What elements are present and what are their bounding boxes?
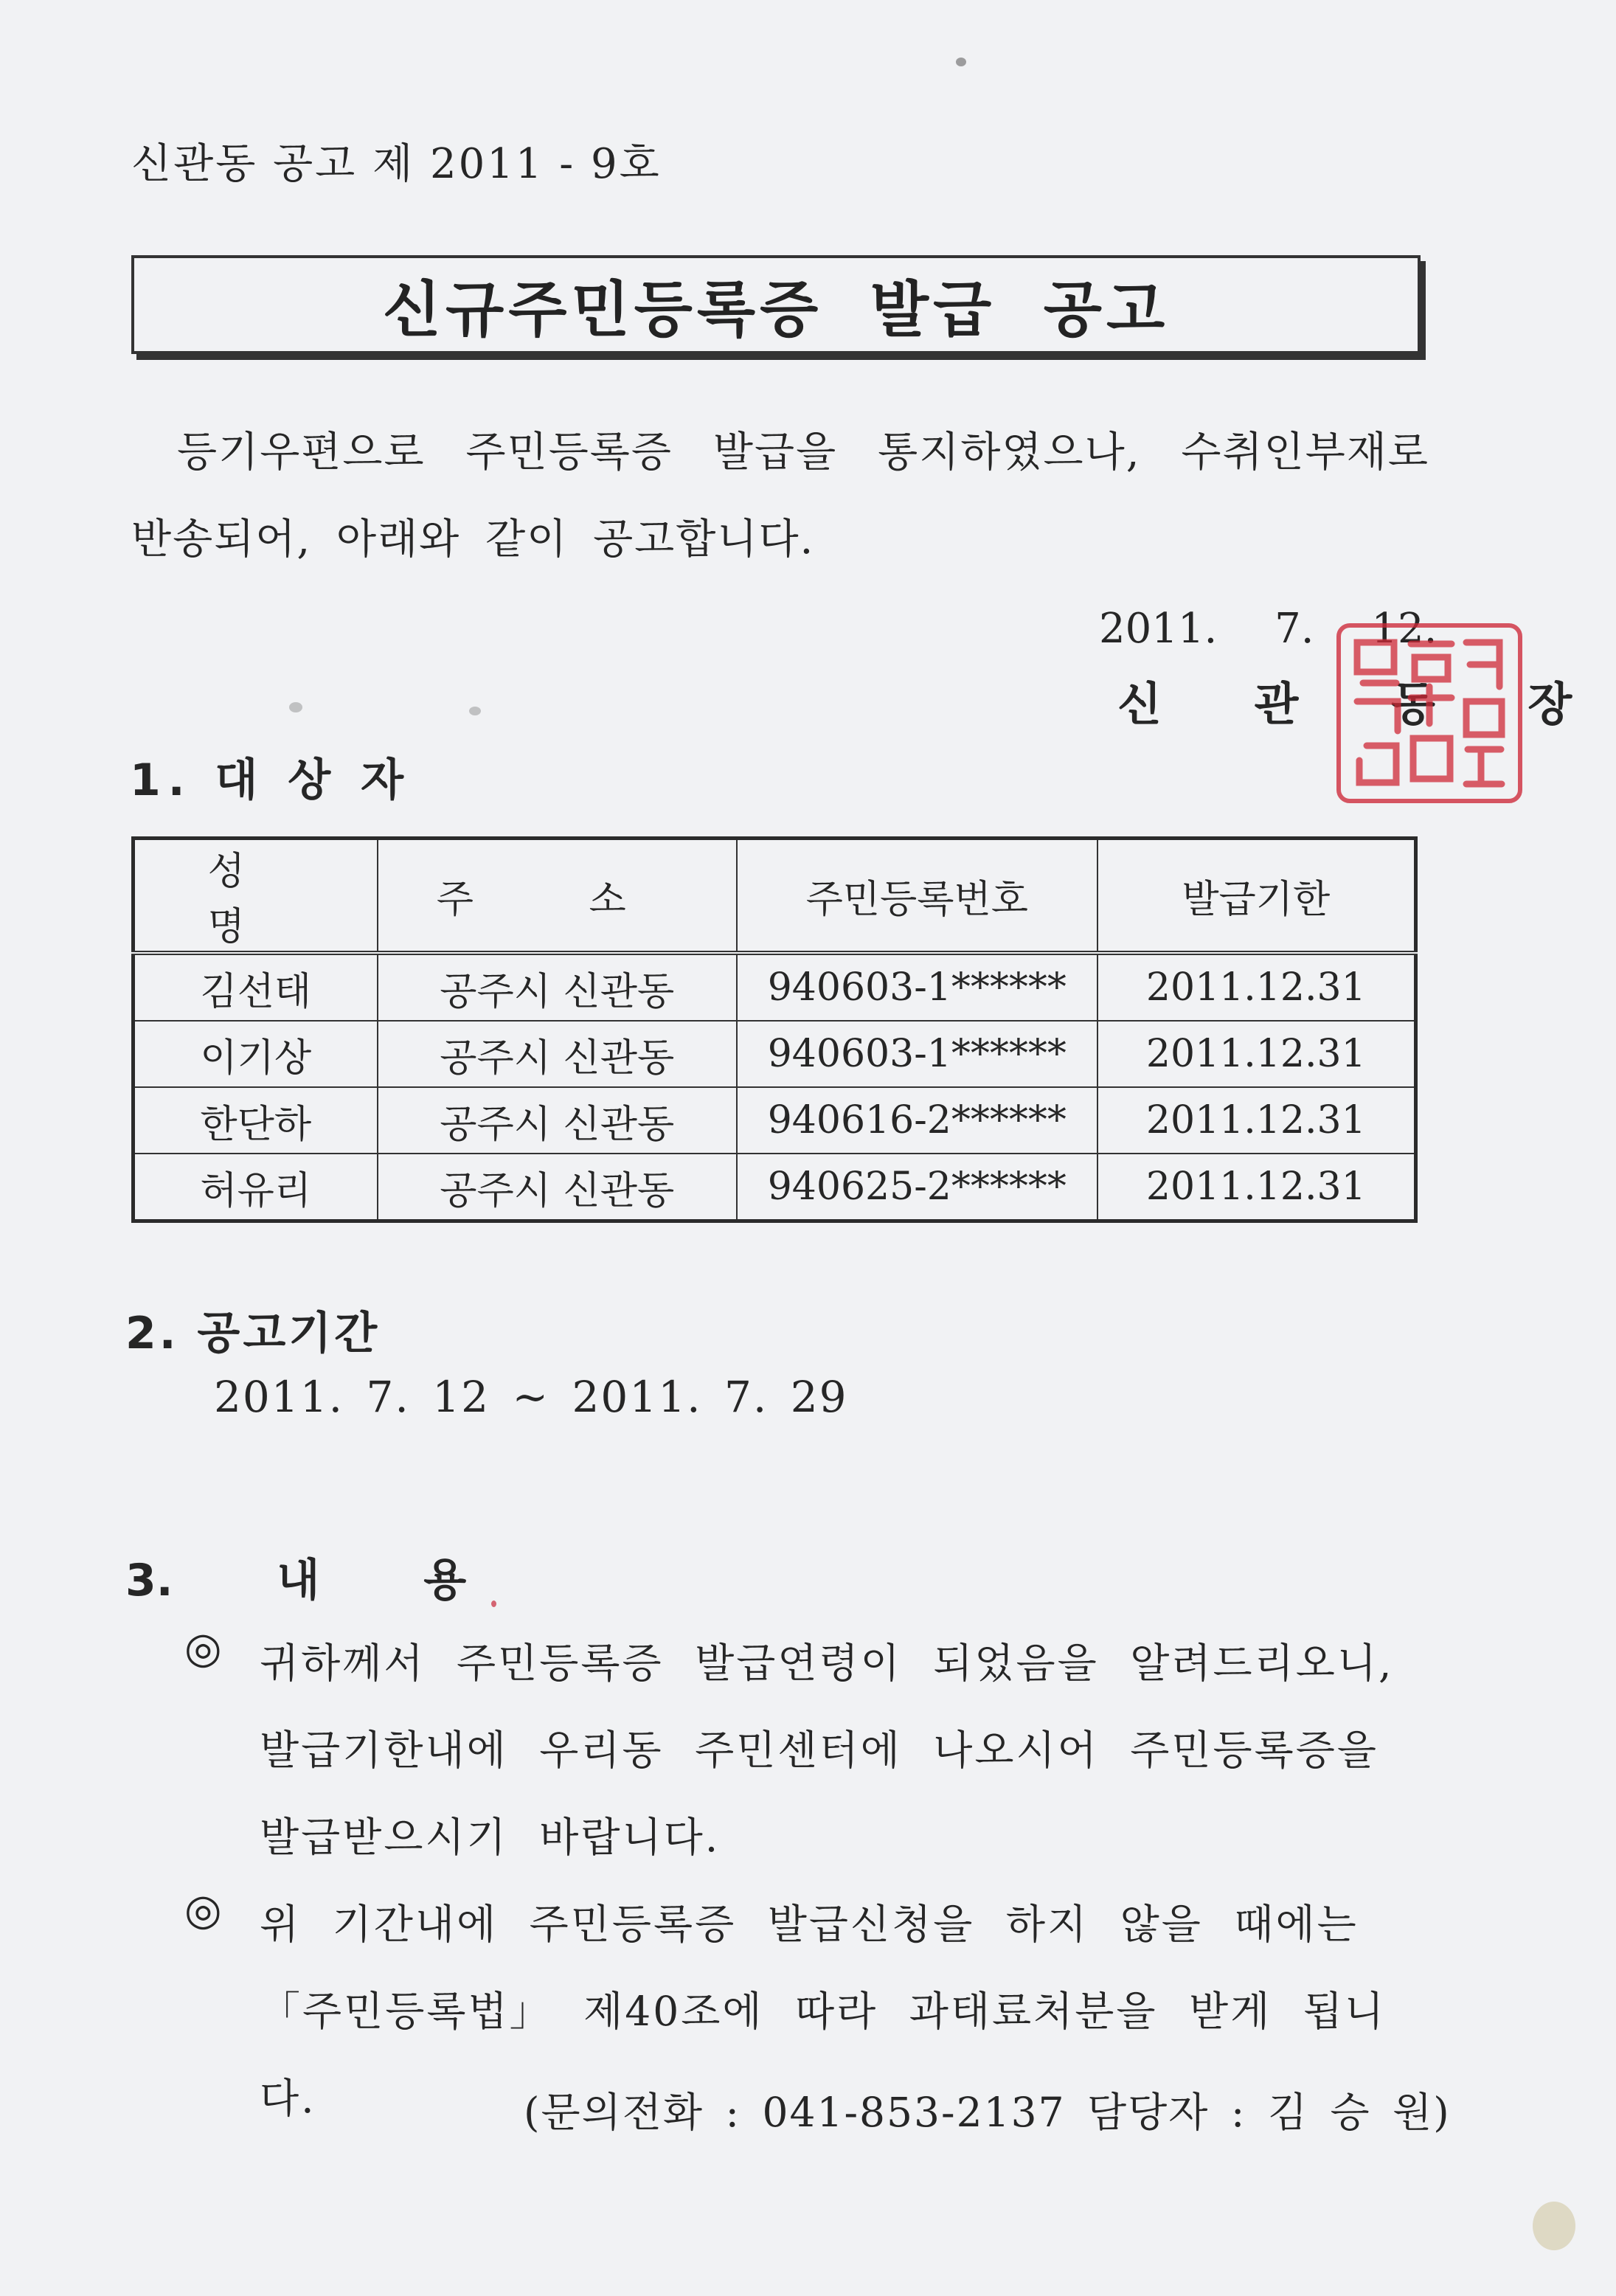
target-table	[131, 836, 1418, 1223]
section1-heading: 1. 대 상 자	[130, 755, 412, 806]
scan-speck	[289, 702, 302, 712]
cell-resident-number: 940603-1******	[737, 953, 1097, 1021]
scan-speck	[956, 58, 966, 66]
document-title: 신규주민등록증 발급 공고	[382, 274, 1170, 345]
cell-deadline: 2011.12.31	[1097, 1021, 1416, 1087]
cell-deadline: 2011.12.31	[1097, 1087, 1416, 1154]
section2-heading: 2. 공고기간	[125, 1308, 381, 1359]
cell-resident-number: 940625-2******	[737, 1154, 1097, 1221]
bullet-icon: ◎	[184, 1623, 222, 1673]
official-seal	[1336, 623, 1522, 803]
scan-speck	[469, 707, 481, 715]
cell-name: 김선태	[133, 953, 378, 1021]
cell-address: 공주시 신관동	[378, 1087, 737, 1154]
section3-heading: 3. 내 용	[125, 1555, 467, 1606]
notice-date: 2011. 7. 12.	[1099, 605, 1438, 653]
cell-address: 공주시 신관동	[378, 953, 737, 1021]
cell-address: 공주시 신관동	[378, 1154, 737, 1221]
intro-paragraph: 등기우편으로 주민등록증 발급을 통지하였으나, 수취인부재로 반송되어, 아래와 같이 공고합니다.	[131, 429, 1429, 563]
bullet-icon: ◎	[184, 1884, 222, 1935]
content-item: 위 기간내에 주민등록증 발급신청을 하지 않을 때에는 「주민등록법」 제40조에 따라 과태료처분을 받게 됩니다.	[260, 1901, 1387, 2122]
cell-name: 한단하	[133, 1087, 378, 1154]
column-header-deadline: 발급기한	[1097, 839, 1416, 954]
table-row	[133, 1154, 1416, 1221]
notice-number: 신관동 공고 제 2011 - 9호	[131, 140, 662, 188]
table-row	[133, 953, 1416, 1021]
content-item: 귀하께서 주민등록증 발급연령이 되었음을 알려드리오니, 발급기한내에 우리동 주민센터에 나오시어 주민등록증을 발급받으시기 바랍니다.	[260, 1640, 1394, 1861]
title-box	[131, 255, 1421, 354]
notice-period: 2011. 7. 12 ~ 2011. 7. 29	[214, 1372, 848, 1422]
cell-deadline: 2011.12.31	[1097, 1154, 1416, 1221]
column-header-name: 성 명	[133, 839, 378, 954]
issuer-name: 신 관 동 장	[1117, 677, 1611, 731]
column-header-address: 주 소	[378, 839, 737, 954]
scan-speck	[491, 1600, 496, 1607]
cell-resident-number: 940616-2******	[737, 1087, 1097, 1154]
scan-speck	[1533, 2202, 1575, 2250]
cell-deadline: 2011.12.31	[1097, 953, 1416, 1021]
cell-resident-number: 940603-1******	[737, 1021, 1097, 1087]
table-row	[133, 1087, 1416, 1154]
cell-name: 이기상	[133, 1021, 378, 1087]
table-row	[133, 1021, 1416, 1087]
table-header-row	[133, 839, 1416, 954]
column-header-resident-number: 주민등록번호	[737, 839, 1097, 954]
cell-address: 공주시 신관동	[378, 1021, 737, 1087]
seal-pattern-icon	[1341, 628, 1518, 799]
cell-name: 허유리	[133, 1154, 378, 1221]
contact-info: (문의전화 : 041-853-2137 담당자 : 김 승 원)	[524, 2089, 1451, 2136]
